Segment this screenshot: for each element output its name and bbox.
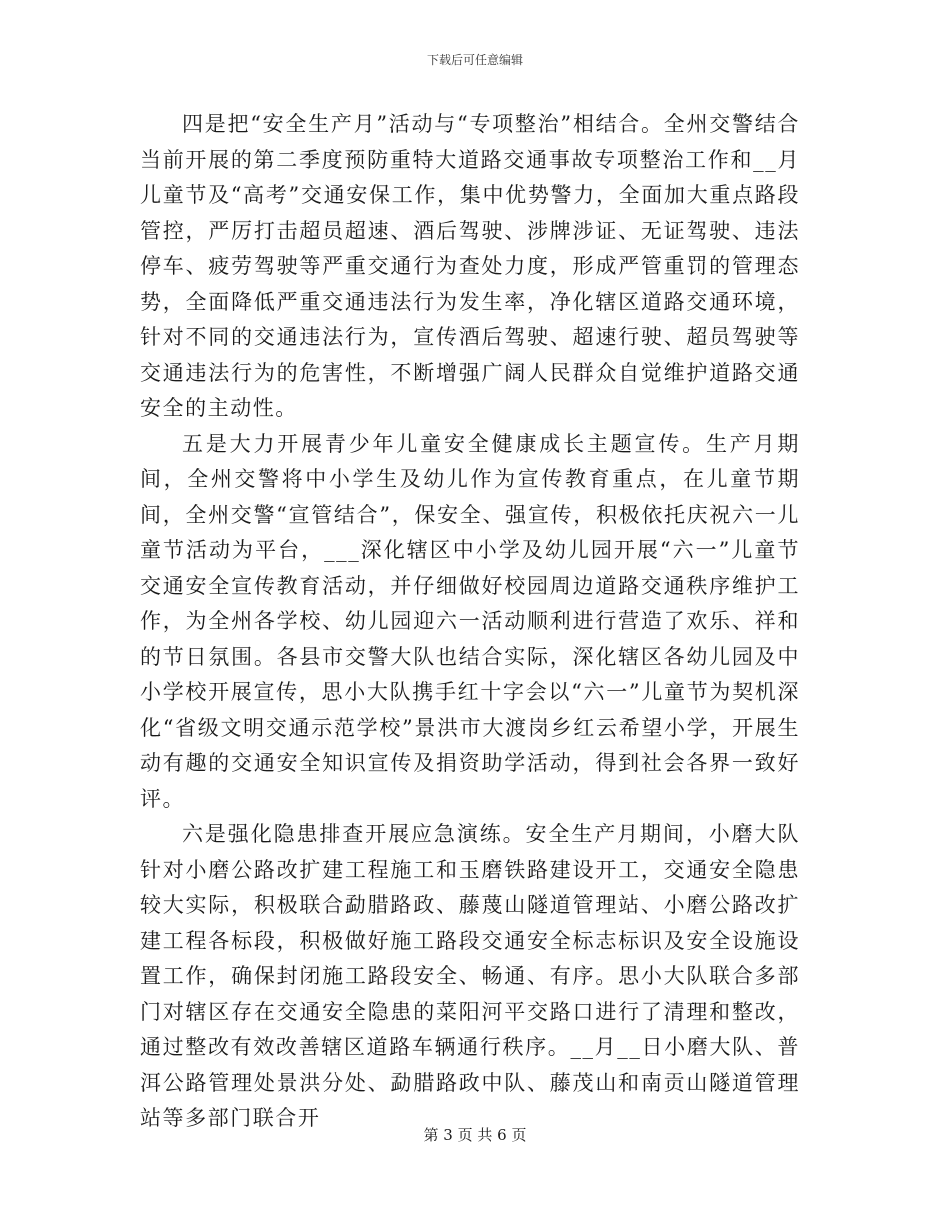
page-number: 第 3 页 共 6 页 bbox=[423, 1126, 527, 1144]
paragraph-six: 六是强化隐患排查开展应急演练。安全生产月期间，小磨大队针对小磨公路改扩建工程施工和玉磨铁路建设开工，交通安全隐患较大实际，积极联合勐腊路政、藤蔑山隧道管理站、小磨公路改扩建工程各标段，积极做好施工路段交通安全标志标识及安全设施设置工作，确保封闭施工路段安全、畅通、有序。思小大队联合多部门对辖区存在交通安全隐患的菜阳河平交路口进行了清理和整改，通过整改有效改善辖区道路车辆通行秩序。__月__日小磨大队、普洱公路管理处景洪分处、勐腊路政中队、藤茂山和南贡山隧道管理站等多部门联合开 bbox=[140, 822, 800, 1130]
document-body bbox=[140, 107, 800, 1137]
paragraph-four: 四是把“安全生产月”活动与“专项整治”相结合。全州交警结合当前开展的第二季度预防重特大道路交通事故专项整治工作和__月儿童节及“高考”交通安保工作，集中优势警力，全面加大重点路段管控，严厉打击超员超速、酒后驾驶、涉牌涉证、无证驾驶、违法停车、疲劳驾驶等严重交通行为查处力度，形成严管重罚的管理态势，全面降低严重交通违法行为发生率，净化辖区道路交通环境，针对不同的交通违法行为，宣传酒后驾驶、超速行驶、超员驾驶等交通违法行为的危害性，不断增强广阔人民群众自觉维护道路交通安全的主动性。 bbox=[140, 112, 800, 420]
paragraph-five: 五是大力开展青少年儿童安全健康成长主题宣传。生产月期间，全州交警将中小学生及幼儿作为宣传教育重点，在儿童节期间，全州交警“宣管结合”，保安全、强宣传，积极依托庆祝六一儿童节活动为平台，___深化辖区中小学及幼儿园开展“六一”儿童节交通安全宣传教育活动，并仔细做好校园周边道路交通秩序维护工作，为全州各学校、幼儿园迎六一活动顺利进行营造了欢乐、祥和的节日氛围。各县市交警大队也结合实际，深化辖区各幼儿园及中小学校开展宣传，思小大队携手红十字会以“六一”儿童节为契机深化“省级文明交通示范学校”景洪市大渡岗乡红云希望小学，开展生动有趣的交通安全知识宣传及捐资助学活动，得到社会各界一致好评。 bbox=[140, 431, 800, 811]
page-header: 下载后可任意编辑 bbox=[426, 53, 523, 67]
